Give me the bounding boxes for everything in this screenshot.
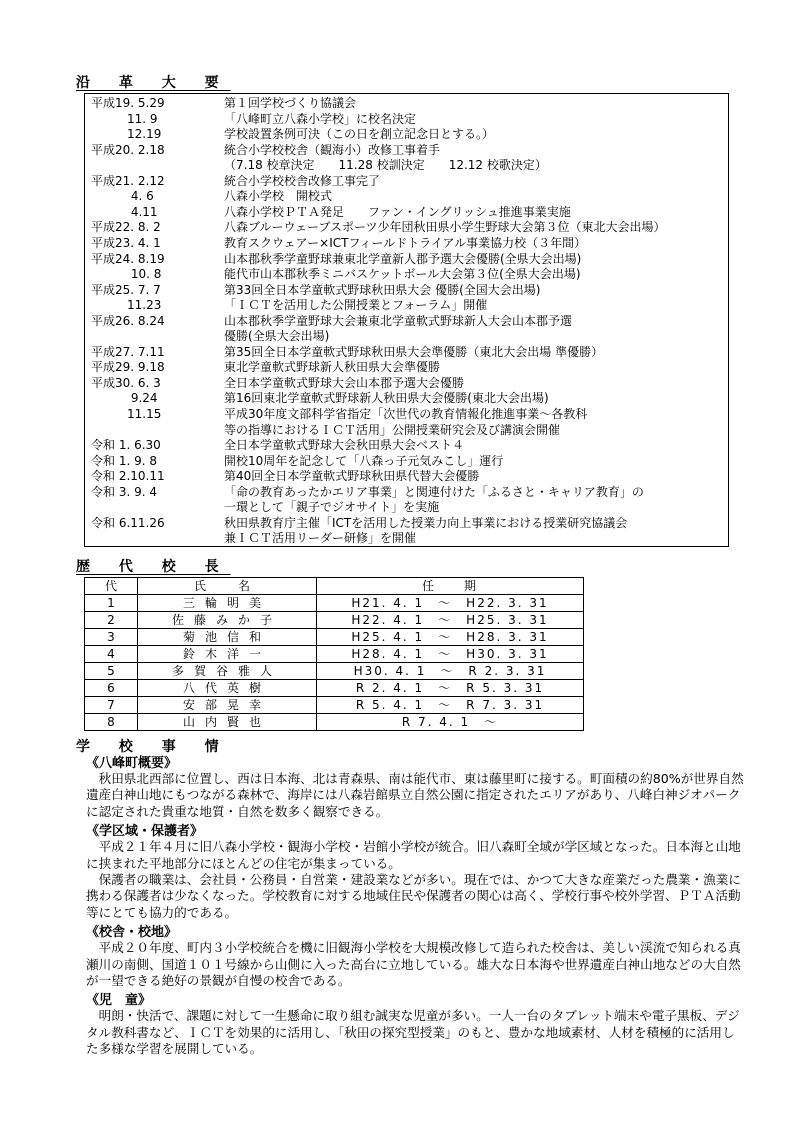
section-paragraph: 秋田県北西部に位置し、西は日本海、北は青森県、南は能代市、東は藤里町に接する。町面積の約80%が世界自然遺産白神山地にもつながる森林で、海岸には八森岩館県立自然公園に指定されたエリアがあり、八峰白神ジオパークに認定された貴重な地質・自然を数多く観察できる。 [86, 771, 744, 819]
history-text: （7.18 校章決定 11.28 校訓決定 12.12 校歌決定） [224, 158, 547, 173]
section-paragraph: 平成２１年４月に旧八森小学校・観海小学校・岩館小学校が統合。旧八森町全域が学区域となった。日本海と山地に挟まれた平地部分にほとんどの住宅が集まっている。 [86, 839, 741, 871]
principal-name: 安部晃幸 [138, 697, 317, 714]
history-text: 等の指導におけるＩＣＴ活用」公開授業研究会及び講演会開催 [224, 422, 561, 437]
principal-name: 八代英樹 [138, 680, 317, 697]
table-header-row [85, 578, 584, 595]
table-row [85, 680, 584, 697]
history-date: 平成23. 4. 1 [91, 235, 161, 250]
table-row [85, 646, 584, 663]
history-text: 「命の教育あったかエリア事業」と関連付けた「ふるさと・キャリア教育」の [224, 484, 644, 499]
table-row [85, 663, 584, 680]
principal-name: 鈴木洋一 [138, 646, 317, 663]
principal-term: H25. 4. 1 ～ H28. 3. 31 [317, 629, 584, 646]
principal-name: 三輪明美 [138, 595, 317, 612]
principal-term: R 7. 4. 1 ～ [317, 714, 584, 731]
history-date: 令和 1. 9. 8 [91, 453, 157, 468]
principal-name: 山内賢也 [138, 714, 317, 731]
principal-term: H22. 4. 1 ～ H25. 3. 31 [317, 612, 584, 629]
col-no-header: 代 [85, 578, 138, 595]
history-date: 9.24 [91, 391, 158, 406]
history-date: 平成26. 8.24 [91, 313, 165, 328]
history-date: 11.23 [91, 298, 162, 313]
history-text: 「ＩＣＴを活用した公開授業とフォーラム」開催 [224, 298, 488, 313]
history-date: 令和 1. 6.30 [91, 438, 161, 453]
history-date: 12.19 [91, 127, 162, 142]
principal-term: H30. 4. 1 ～ R 2. 3. 31 [317, 663, 584, 680]
history-text: 山本郡秋季学童野球兼東北学童新人郡予選大会優勝(全県大会出場) [224, 251, 582, 266]
history-text: 一環として「親子でジオサイト」を実施 [224, 500, 440, 515]
table-row [85, 629, 584, 646]
principal-name: 多賀谷雅人 [138, 663, 317, 680]
history-text: 「八峰町立八森小学校」に校名決定 [224, 111, 417, 126]
history-date: 4. 6 [91, 189, 154, 204]
col-term-header: 任 期 [317, 578, 584, 595]
principal-term: H21. 4. 1 ～ H22. 3. 31 [317, 595, 584, 612]
history-text: 八森ブルーウェーブスポーツ少年団秋田県小学生野球大会第３位（東北大会出場） [224, 220, 666, 235]
history-date: 令和 3. 9. 4 [91, 484, 157, 499]
history-text: 東北学童軟式野球新人秋田県大会準優勝 [224, 360, 441, 375]
principal-term: R 2. 4. 1 ～ R 5. 3. 31 [317, 680, 584, 697]
history-text: 全日本学童軟式野球大会山本郡予選大会優勝 [224, 375, 465, 390]
history-text: 第35回全日本学童軟式野球秋田県大会準優勝（東北大会出場 準優勝） [224, 344, 604, 359]
principal-no: 3 [85, 629, 138, 646]
principal-no: 5 [85, 663, 138, 680]
history-text: 教育スクウェアー×ICTフィールドトライアル事業協力校（３年間） [224, 235, 587, 250]
section-heading: 《児 童》 [86, 993, 152, 1009]
school-title: 学 校 事 情 [76, 739, 231, 755]
principal-no: 7 [85, 697, 138, 714]
principal-term: R 5. 4. 1 ～ R 7. 3. 31 [317, 697, 584, 714]
principals-table [84, 577, 584, 731]
principal-name: 佐藤みか子 [138, 612, 317, 629]
history-text: 八森小学校 開校式 [224, 189, 333, 204]
history-text: 第40回全日本学童軟式野球秋田県代替大会優勝 [224, 469, 480, 484]
history-date: 4.11 [91, 204, 158, 219]
school-sections [86, 752, 746, 1058]
history-date: 平成19. 5.29 [91, 96, 165, 110]
history-date: 平成24. 8.19 [91, 251, 165, 266]
history-text: 統合小学校校舎（観海小）改修工事着手 [224, 142, 441, 157]
principal-no: 4 [85, 646, 138, 663]
history-date: 平成22. 8. 2 [91, 220, 161, 235]
history-date: 平成21. 2.12 [91, 173, 165, 188]
col-name-header: 氏 名 [138, 578, 317, 595]
history-date: 平成27. 7.11 [91, 344, 165, 359]
history-date: 11. 9 [91, 111, 158, 126]
history-text: 第１回学校づくり協議会 [224, 96, 357, 110]
history-date: 令和 2.10.11 [91, 469, 165, 484]
history-text: 全日本学童軟式野球大会秋田県大会ベスト４ [224, 438, 465, 453]
table-row [85, 612, 584, 629]
section-heading: 《八峰町概要》 [86, 756, 178, 771]
history-text: 優勝(全県大会出場) [224, 329, 330, 344]
history-text: 能代市山本郡秋季ミニバスケットボール大会第３位(全県大会出場) [224, 267, 581, 282]
section-heading: 《校舎・校地》 [86, 925, 178, 941]
history-box [84, 93, 729, 547]
section-paragraph: 平成２０年度、町内３小学校統合を機に旧観海小学校を大規模改修して造られた校舎は、美しい渓流で知られる真瀬川の南側、国道１０１号線から山側に入った高台に立地している。雄大な日本海や世界遺産白神山地などの大自然が一望できる絶好の景観が自慢の校舎である。 [86, 940, 741, 989]
history-date: 平成30. 6. 3 [91, 375, 161, 390]
history-text: 開校10周年を記念して「八森っ子元気みこし」運行 [224, 453, 504, 468]
history-text: 統合小学校校舎改修工事完了 [224, 173, 381, 188]
history-text: 八森小学校ＰＴＡ発足 ファン・イングリッシュ推進事業実施 [224, 204, 571, 219]
principal-no: 2 [85, 612, 138, 629]
section-paragraph: 保護者の職業は、会社員・公務員・自営業・建設業などが多い。現在では、かつて大きな産業だった農業・漁業に携わる保護者は少なくなった。学校教育に対する地域住民や保護者の関心は高く、学校行事や校外学習、ＰＴＡ活動等にとても協力的である。 [86, 872, 741, 920]
history-text: 第33回全日本学童軟式野球秋田県大会 優勝(全国大会出場) [224, 282, 541, 297]
history-text: 山本郡秋季学童野球大会兼東北学童軟式野球新人大会山本郡予選 [224, 313, 573, 328]
table-row [85, 714, 584, 731]
principal-no: 8 [85, 714, 138, 731]
history-text: 第16回東北学童軟式野球新人秋田県大会優勝(東北大会出場) [224, 391, 549, 406]
history-date: 平成29. 9.18 [91, 360, 165, 375]
principal-name: 菊池信和 [138, 629, 317, 646]
history-date: 令和 6.11.26 [91, 515, 165, 530]
history-text: 兼ＩＣＴ活用リーダー研修」を開催 [224, 531, 417, 546]
history-date: 平成25. 7. 7 [91, 282, 161, 297]
history-text: 秋田県教育庁主催「ICTを活用した授業力向上事業における授業研究協議会 [224, 515, 628, 530]
history-text: 学校設置条例可決（この日を創立記念日とする。） [224, 127, 495, 142]
history-date: 平成20. 2.18 [91, 142, 165, 157]
section-paragraph: 明朗・快活で、課題に対して一生懸命に取り組む誠実な児童が多い。一人一台のタブレット端末や電子黒板、デジタル教科書など、ＩＣＴを効果的に活用し、「秋田の探究型授業」のもと、豊かな地域素材、人材を積極的に活用した多様な学習を展開している。 [86, 1008, 740, 1057]
history-date: 10. 8 [91, 267, 162, 282]
history-text: 平成30年度文部科学省指定「次世代の教育情報化推進事業～各教科 [224, 407, 588, 421]
principal-no: 1 [85, 595, 138, 612]
history-date: 11.15 [91, 407, 162, 421]
principal-no: 6 [85, 680, 138, 697]
principal-term: H28. 4. 1 ～ H30. 3. 31 [317, 646, 584, 663]
principals-title: 歴 代 校 長 [76, 559, 231, 575]
table-row [85, 697, 584, 714]
history-title: 沿 革 大 要 [76, 75, 231, 91]
section-heading: 《学区域・保護者》 [86, 824, 204, 840]
table-row [85, 595, 584, 612]
